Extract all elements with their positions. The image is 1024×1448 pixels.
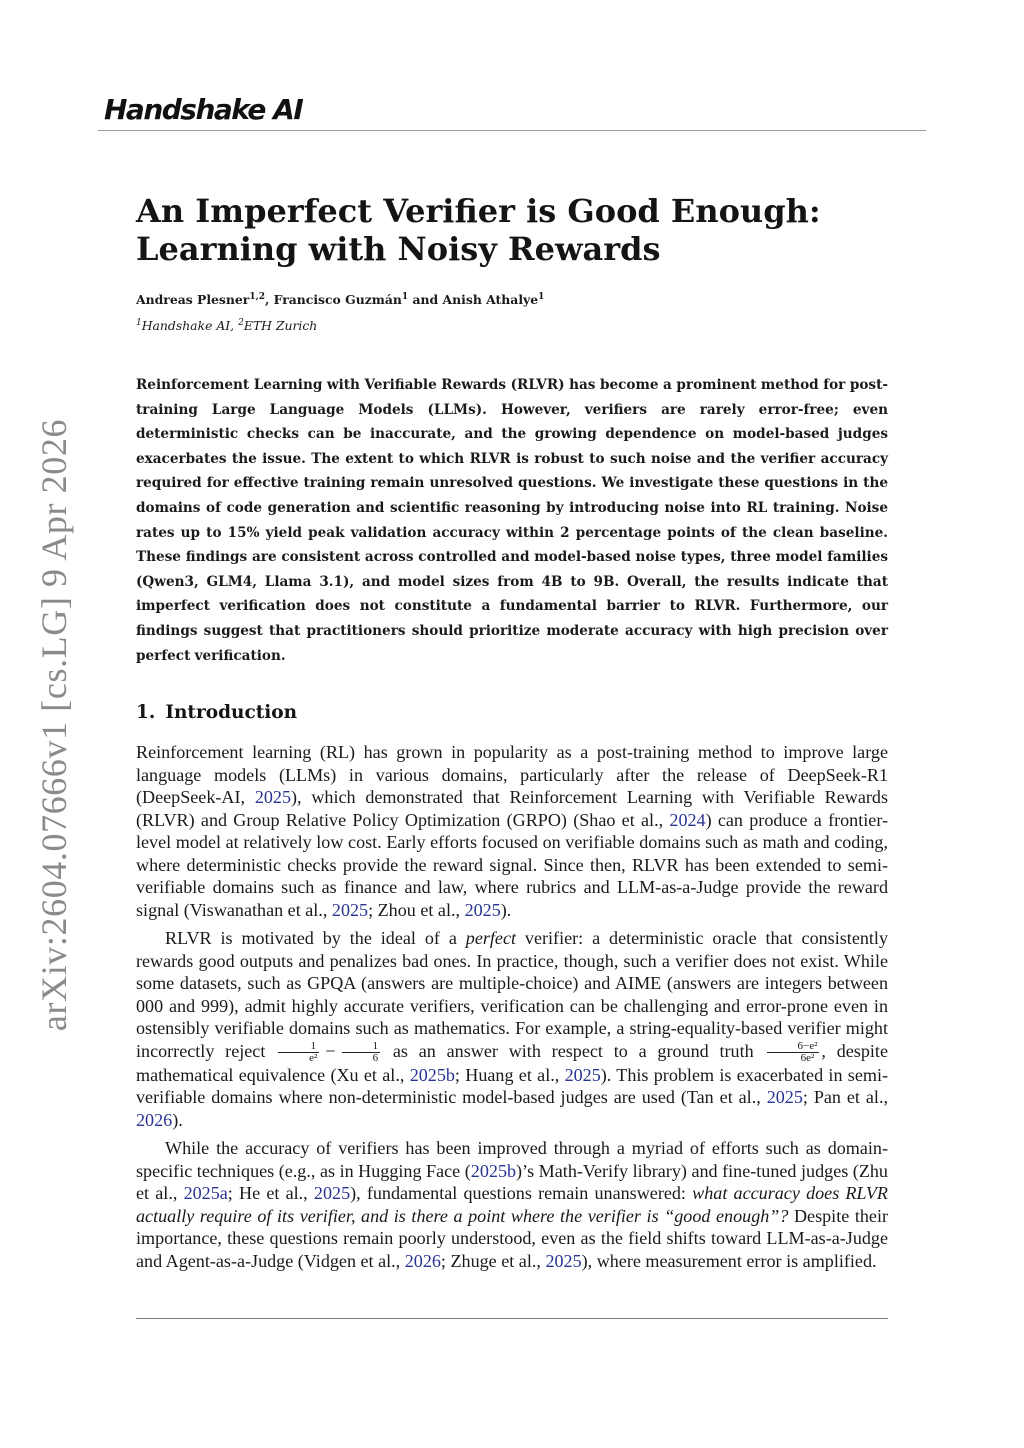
affiliation-mark: 1 xyxy=(136,318,142,328)
text-run: as an answer with respect to a ground truth xyxy=(382,1040,765,1061)
text-run: ), which demonstrated that Reinforcement Learning with Verifiable Rewards (RLVR) and Group Relative Policy Optimization (GRPO) (Shao et al., xyxy=(136,787,888,830)
fraction-denominator: e² xyxy=(309,1051,318,1064)
title-line-2: Learning with Noisy Rewards xyxy=(136,230,661,268)
fraction-numerator: 1 xyxy=(278,1041,319,1053)
affiliation-name: ETH Zurich xyxy=(243,318,318,334)
author-separator: and xyxy=(408,292,443,308)
paragraph xyxy=(136,1137,888,1272)
text-run: ). This problem is exacerbated in semi-verifiable domains where non-deterministic model-based judges are used (Tan et al., xyxy=(136,1064,888,1108)
emphasis: what accuracy does RLVR actually require of its verifier, and is there a point where the verifier is “good enough”? xyxy=(136,1183,888,1226)
section-heading xyxy=(136,702,297,723)
text-run: ; Pan et al., xyxy=(802,1087,888,1108)
math-operator: − xyxy=(325,1040,336,1061)
fraction xyxy=(767,1041,820,1064)
citation-link[interactable]: 2025b xyxy=(409,1064,455,1085)
author-name: Anish Athalye xyxy=(442,292,539,308)
text-run: ; Zhuge et al., xyxy=(440,1250,546,1271)
introduction-body xyxy=(136,741,888,1278)
text-run: ). xyxy=(500,899,512,920)
citation-link[interactable]: 2025 xyxy=(464,899,501,920)
text-run: Reinforcement learning (RL) has grown in popularity as a post-training method to improve large language models (LLMs) in various domains, particularly after the release of DeepSeek-R1 (DeepSeek-AI, xyxy=(136,742,888,807)
citation-link[interactable]: 2025a xyxy=(183,1183,228,1204)
text-run: ). xyxy=(172,1109,183,1130)
footer-divider xyxy=(136,1318,888,1319)
affiliation-name: Handshake AI, xyxy=(141,318,239,334)
author-name: Francisco Guzmán xyxy=(273,292,402,308)
text-run: )’s Math-Verify library) and fine-tuned judges (Zhu et al., xyxy=(136,1160,888,1204)
text-run: ), where measurement error is amplified. xyxy=(581,1250,877,1271)
arxiv-stamp: arXiv:2604.07666v1 [cs.LG] 9 Apr 2026 xyxy=(34,418,74,1032)
emphasis: perfect xyxy=(465,928,517,948)
citation-link[interactable]: 2025 xyxy=(766,1087,803,1108)
text-run: While the accuracy of verifiers has been improved through a myriad of efforts such as domain-specific techniques (e.g., as in Hugging Face ( xyxy=(136,1138,888,1181)
citation-link[interactable]: 2026 xyxy=(136,1109,173,1130)
affiliation-mark: 2 xyxy=(238,318,244,328)
author-name: Andreas Plesner xyxy=(136,292,250,308)
section-number: 1. xyxy=(136,702,156,723)
citation-link[interactable]: 2025 xyxy=(564,1064,601,1085)
citation-link[interactable]: 2024 xyxy=(669,809,706,830)
paper-title xyxy=(136,192,896,268)
section-title: Introduction xyxy=(165,702,298,723)
citation-link[interactable]: 2025 xyxy=(313,1183,351,1204)
citation-link[interactable]: 2025 xyxy=(331,899,369,920)
text-run: Despite their importance, these questions remain poorly understood, even as the field shifts toward LLM-as-a-Judge and Agent-as-a-Judge (Vidgen et al., xyxy=(136,1205,888,1271)
paragraph xyxy=(136,927,888,1131)
fraction-numerator: 6−e² xyxy=(767,1041,820,1053)
fraction-denominator: 6e² xyxy=(800,1051,815,1064)
text-run: verifier: a deterministic oracle that consistently rewards good outputs and penalizes bad ones. In practice, though, such a verifier does not exist. While some datasets, such as GPQA (answers are multiple-choice) and AIME (answers are integers between 000 and 999), admit highly accurate verifiers, verification can be challenging and error-prone even in ostensibly verifiable domains such as mathematics. For example, a string-equality-based verifier might incorrectly reject xyxy=(136,928,888,1061)
citation-link[interactable]: 2025 xyxy=(545,1250,582,1271)
title-line-1: An Imperfect Verifier is Good Enough: xyxy=(136,192,821,230)
author-list xyxy=(136,292,544,307)
author-separator: , xyxy=(265,292,274,308)
paragraph xyxy=(136,741,888,921)
abstract: Reinforcement Learning with Verifiable Rewards (RLVR) has become a prominent method for post-training Large Language Models (LLMs). However, verifiers are rarely error-free; even deterministic checks can be inaccurate, and the growing dependence on model-based judges exacerbates the issue. The extent to which RLVR is robust to such noise and the verifier accuracy required for effective training remain unresolved questions. We investigate these questions in the domains of code generation and scientific reasoning by introducing noise into RL training. Noise rates up to 15% yield peak validation accuracy within 2 percentage points of the clean baseline. These findings are consistent across controlled and model-based noise types, three model families (Qwen3, GLM4, Llama 3.1), and model sizes from 4B to 9B. Overall, the results indicate that imperfect verification does not constitute a fundamental barrier to RLVR. Furthermore, our findings suggest that practitioners should prioritize moderate accuracy with high precision over perfect verification. xyxy=(136,377,888,664)
text-run: , despite mathematical equivalence (Xu et al., xyxy=(136,1040,888,1085)
citation-link[interactable]: 2025 xyxy=(254,787,291,807)
citation-link[interactable]: 2025b xyxy=(470,1160,517,1181)
author-affiliation-mark: 1,2 xyxy=(249,292,265,302)
header-divider xyxy=(98,130,926,131)
author-affiliation-mark: 1 xyxy=(401,292,409,302)
text-run: RLVR is motivated by the ideal of a xyxy=(165,928,466,948)
logo: Handshake AI xyxy=(104,93,303,126)
affiliations xyxy=(136,318,317,333)
fraction-denominator: 6 xyxy=(372,1051,379,1064)
fraction xyxy=(342,1041,381,1064)
citation-link[interactable]: 2026 xyxy=(404,1250,441,1271)
text-run: ), fundamental questions remain unanswered: xyxy=(350,1183,693,1204)
text-run: ; He et al., xyxy=(227,1183,314,1204)
text-run: ; Huang et al., xyxy=(454,1064,565,1085)
fraction xyxy=(278,1041,319,1064)
text-run: ; Zhou et al., xyxy=(368,899,465,920)
author-affiliation-mark: 1 xyxy=(538,292,545,302)
fraction-numerator: 1 xyxy=(342,1041,381,1053)
text-run: ) can produce a frontier-level model at relatively low cost. Early efforts focused on verifiable domains such as math and coding, where deterministic checks provide the reward signal. Since then, RLVR has been extended to semi-verifiable domains such as finance and law, where rubrics and LLM-as-a-Judge provide the reward signal (Viswanathan et al., xyxy=(136,809,889,920)
